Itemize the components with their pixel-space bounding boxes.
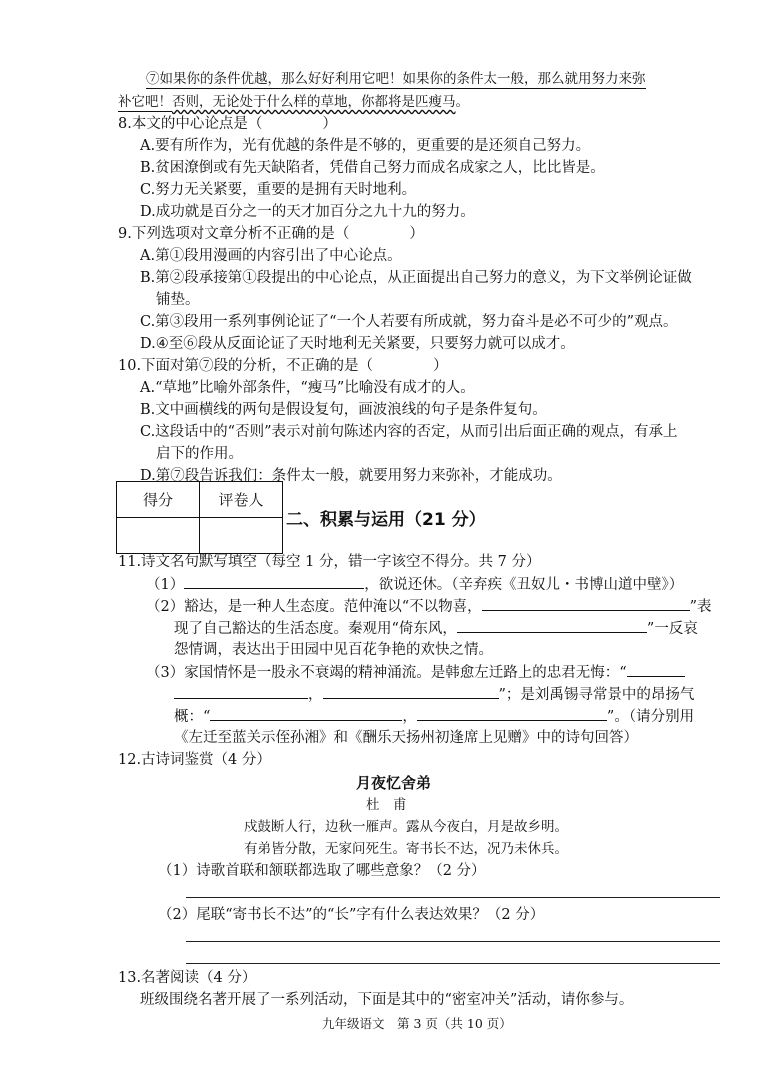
underlined-sentence: ⑦如果你的条件优越，那么好好利用它吧！如果你的条件太一般，那么就用努力来弥 (146, 71, 646, 87)
question-10-stem: 10.下面对第⑦段的分析，不正确的是（ ） (118, 358, 448, 374)
score-header: 得分 (117, 482, 200, 518)
passage-paragraph-7-line-2: 补它吧！否则，无论处于什么样的草地，你都将是匹瘦马。 (118, 94, 469, 110)
answer-line[interactable] (186, 941, 720, 942)
section-2-title: 二、积累与运用（21 分） (286, 510, 486, 530)
question-11-part-1: （1） ，欲说还休。（辛弃疾《丑奴儿・书博山道中壁》） (146, 574, 683, 595)
question-11-stem: 11.诗文名句默写填空（每空 1 分，错一字该空不得分。共 7 分） (118, 554, 541, 570)
fill-blank[interactable] (627, 662, 685, 677)
question-11-part-3-line-1: （3）家国情怀是一股永不衰竭的精神涌流。是韩愈左迁路上的忠君无悔：“ (146, 662, 685, 683)
poem-line-1: 戍鼓断人行，边秋一雁声。露从今夜白，月是故乡明。 (244, 819, 568, 835)
question-10-option-a: A.“草地”比喻外部条件，“瘦马”比喻没有成才的人。 (140, 380, 475, 396)
page-footer: 九年级语文 第 3 页（共 10 页） (322, 1016, 512, 1031)
score-cell[interactable] (117, 518, 200, 554)
question-8-stem: 8.本文的中心论点是（ ） (118, 116, 337, 132)
question-12-sub-1: （1）诗歌首联和颔联都选取了哪些意象？（2 分） (158, 863, 486, 879)
fill-blank[interactable] (210, 706, 402, 721)
fill-blank[interactable] (174, 684, 308, 699)
wavy-underlined-sentence: 否则，无论处于什么样的草地，你都将是匹瘦马 (172, 94, 456, 110)
question-10-option-c-line-1: C.这段话中的“否则”表示对前句陈述内容的否定，从而引出后面正确的观点，有承上 (140, 424, 678, 440)
question-9-option-b-line-2: 铺垫。 (156, 292, 200, 308)
question-9-option-c: C.第③段用一系列事例论证了“一个人若要有所成就，努力奋斗是必不可少的”观点。 (140, 314, 678, 330)
question-9-option-d: D.④至⑥段从反面论证了天时地利无关紧要，只要努力就可以成才。 (140, 336, 575, 352)
question-11-part-2-line-1: （2）豁达，是一种人生态度。范仲淹以“不以物喜， ”表 (146, 596, 712, 617)
question-8-option-a: A.要有所作为，光有优越的条件是不够的，更重要的是还须自己努力。 (140, 138, 591, 154)
question-9-stem: 9.下列选项对文章分析不正确的是（ ） (118, 226, 424, 242)
question-11-part-3-line-2: ， ”；是刘禹锡寻常景中的昂扬气 (174, 684, 694, 705)
grader-header: 评卷人 (200, 482, 283, 518)
passage-paragraph-7-line-1 (146, 69, 646, 89)
question-12-sub-2: （2）尾联“寄书长不达”的“长”字有什么表达效果？（2 分） (158, 907, 545, 923)
score-table (116, 481, 283, 554)
fill-blank[interactable] (417, 706, 607, 721)
fill-blank[interactable] (482, 596, 690, 611)
question-13-text: 班级围绕名著开展了一系列活动，下面是其中的“密室冲关”活动，请你参与。 (140, 992, 634, 1008)
question-10-option-d: D.第⑦段告诉我们：条件太一般，就要用努力来弥补，才能成功。 (140, 468, 562, 484)
question-11-part-3-line-4: 《左迁至蓝关示侄孙湘》和《酬乐天扬州初逢席上见赠》中的诗句回答） (174, 730, 638, 746)
poem-author: 杜 甫 (366, 797, 407, 813)
underlined-sentence-end: 补它吧！ (118, 94, 172, 110)
question-9-option-b-line-1: B.第②段承接第①段提出的中心论点，从正面提出自己努力的意义，为下文举例论证做 (140, 270, 692, 286)
question-10-option-b: B.文中画横线的两句是假设复句，画波浪线的句子是条件复句。 (140, 402, 547, 418)
question-8-option-d: D.成功就是百分之一的天才加百分之九十九的努力。 (140, 204, 475, 220)
poem-title: 月夜忆舍弟 (356, 774, 432, 792)
question-8-option-b: B.贫困潦倒或有先天缺陷者，凭借自己努力而成名成家之人，比比皆是。 (140, 160, 605, 176)
grader-cell[interactable] (200, 518, 283, 554)
question-10-option-c-line-2: 启下的作用。 (156, 446, 243, 462)
question-11-part-3-line-3: 概：“ ， ”。（请分别用 (174, 706, 694, 727)
question-11-part-2-line-2: 现了自己豁达的生活态度。秦观用“倚东风， ”一反哀 (174, 618, 698, 639)
question-11-part-2-line-3: 怨情调，表达出于田园中见百花争艳的欢快之情。 (174, 642, 493, 658)
answer-line[interactable] (186, 897, 720, 898)
fill-blank[interactable] (457, 618, 647, 633)
question-13-stem: 13.名著阅读（4 分） (118, 970, 257, 986)
question-9-option-a: A.第①段用漫画的内容引出了中心论点。 (140, 248, 402, 264)
question-12-stem: 12.古诗词鉴赏（4 分） (118, 752, 271, 768)
fill-blank[interactable] (323, 684, 499, 699)
question-8-option-c: C.努力无关紧要，重要的是拥有天时地利。 (140, 182, 417, 198)
answer-line[interactable] (186, 963, 720, 964)
fill-blank[interactable] (184, 574, 364, 589)
poem-line-2: 有弟皆分散，无家问死生。寄书长不达，况乃未休兵。 (244, 841, 568, 857)
